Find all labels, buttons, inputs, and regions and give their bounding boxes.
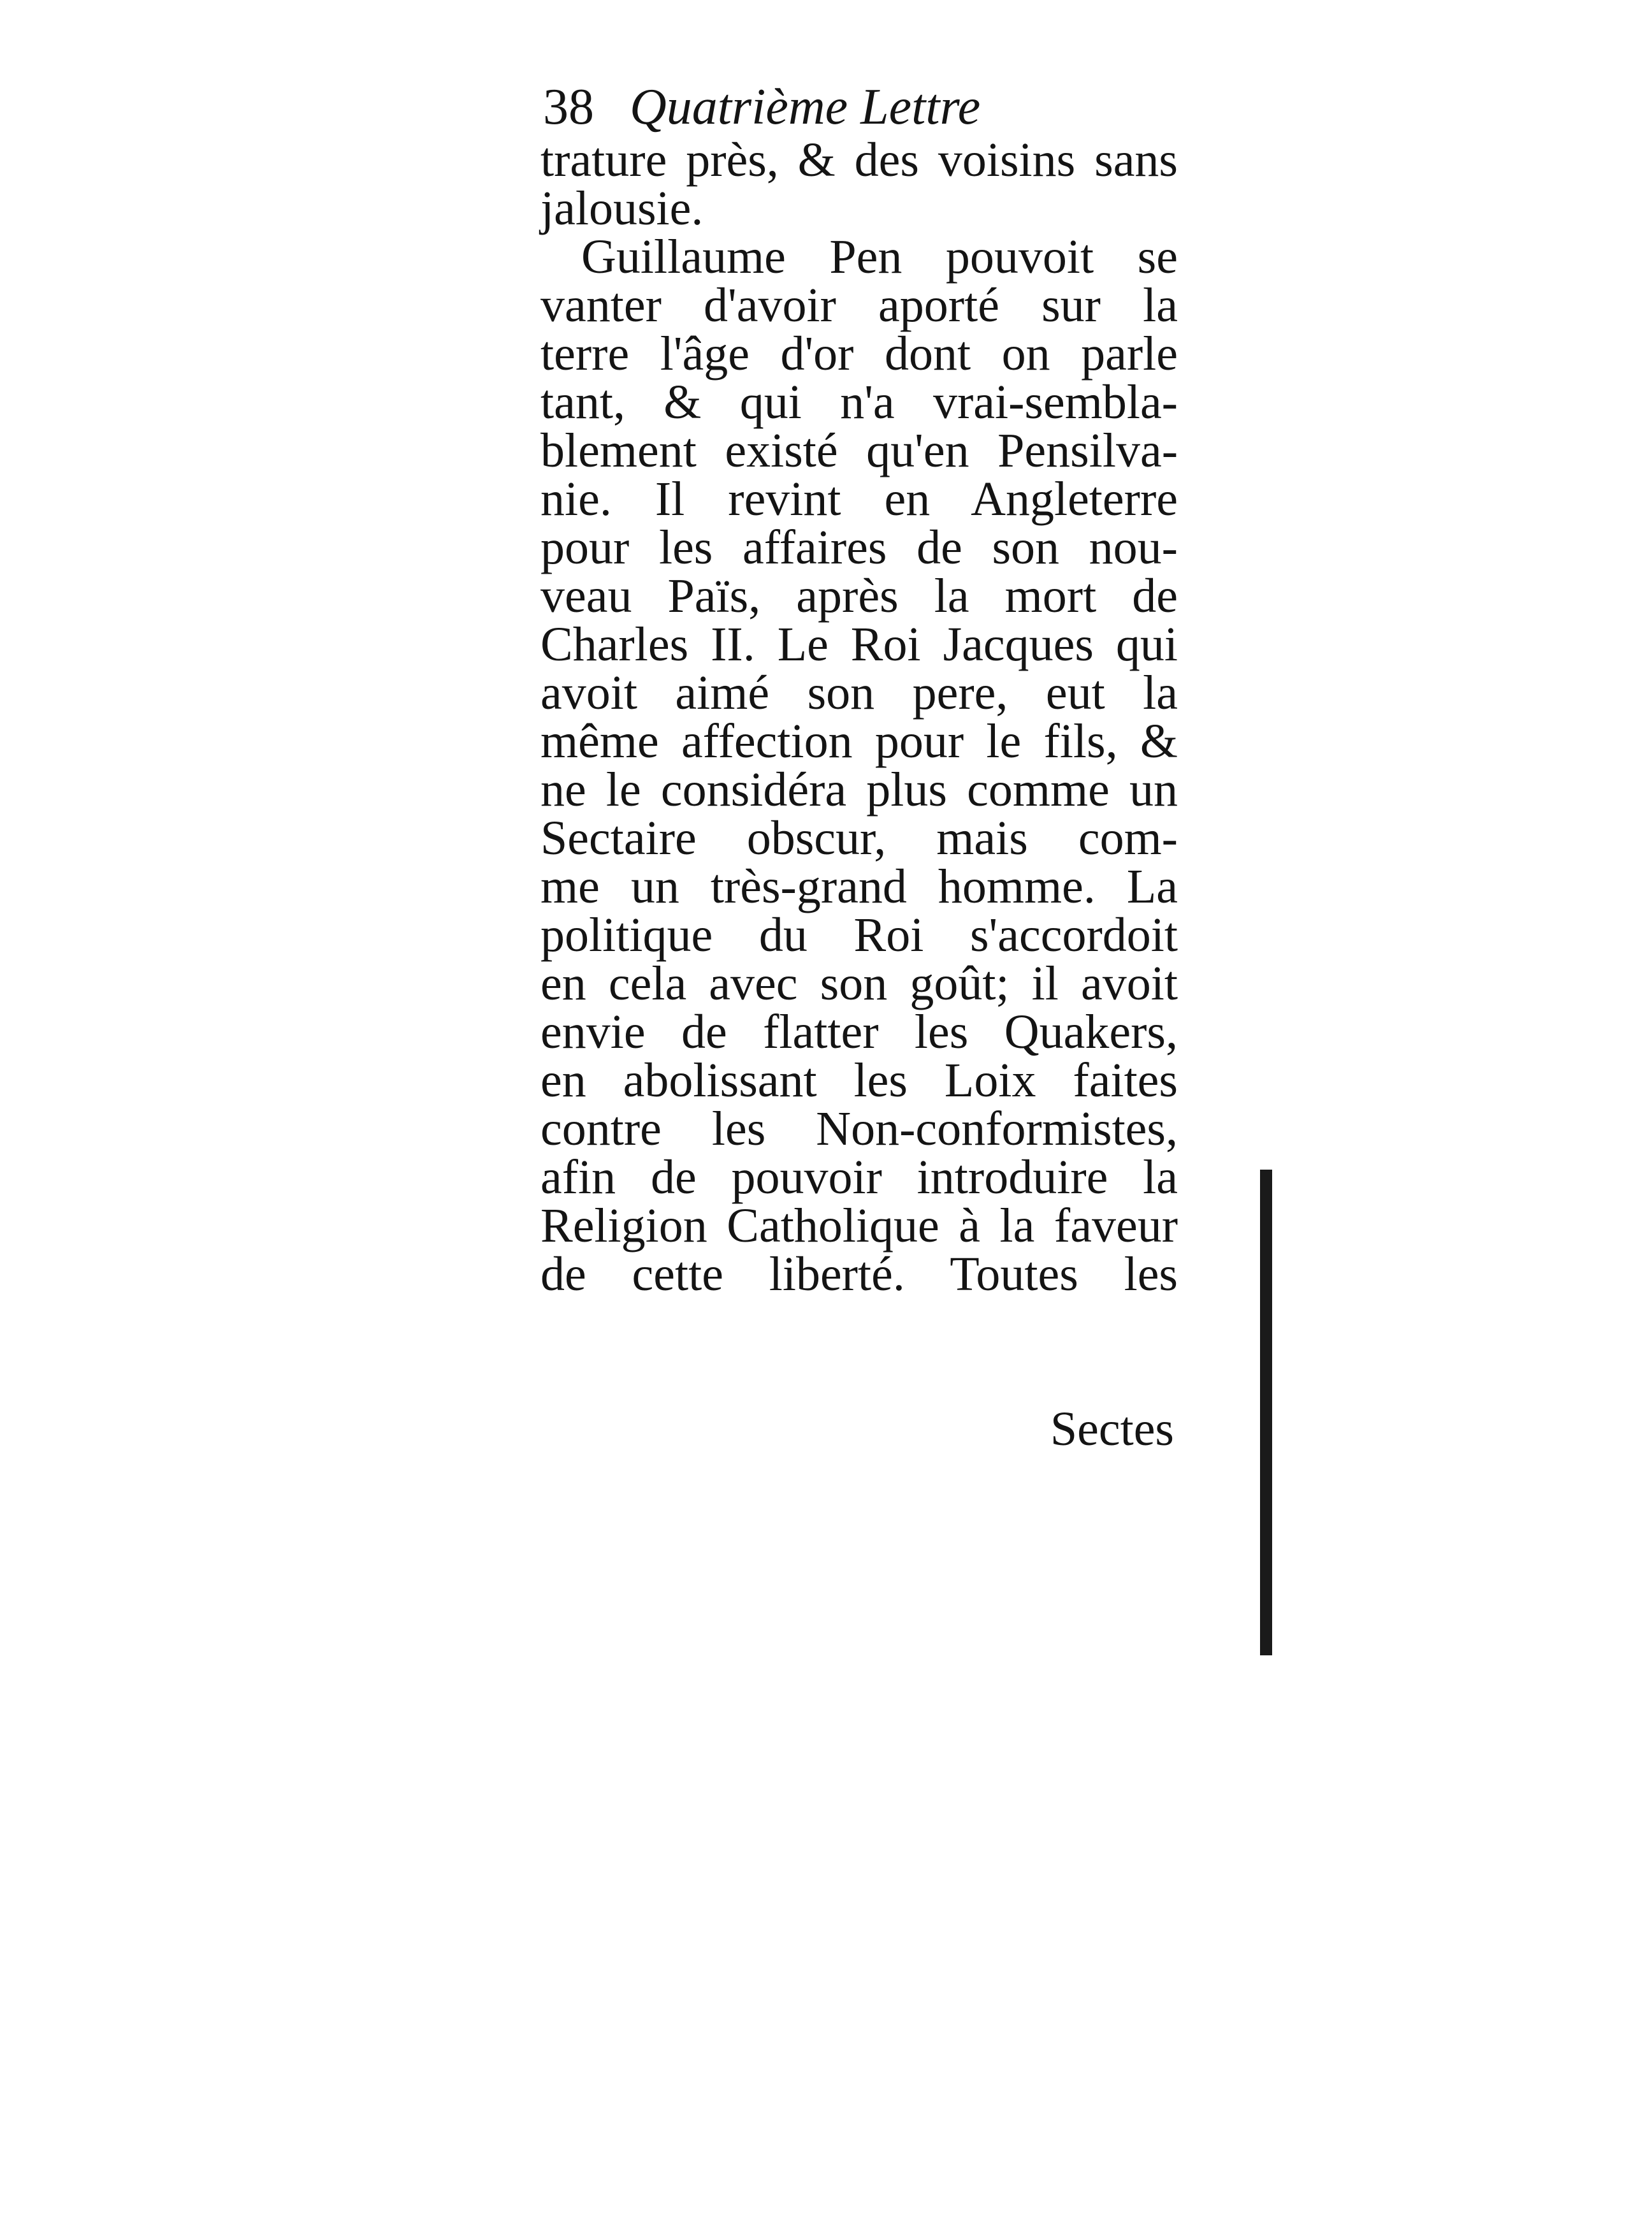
text-line: vanter d'avoir aporté sur la — [540, 279, 1178, 332]
text-line: ne le considéra plus comme un — [540, 763, 1178, 817]
text-line: tant, & qui n'a vrai-sembla- — [540, 375, 1178, 429]
text-line: nie. Il revint en Angleterre — [540, 472, 1178, 526]
text-line: contre les Non-conformistes, — [540, 1102, 1178, 1156]
text-line: pour les affaires de son nou- — [540, 521, 1178, 574]
running-title: Quatrième Lettre — [630, 79, 981, 135]
body-text — [540, 133, 1178, 1301]
text-line: afin de pouvoir introduire la — [540, 1151, 1178, 1204]
text-line: en cela avec son goût; il avoit — [540, 957, 1178, 1010]
page-header — [543, 75, 980, 139]
text-line: terre l'âge d'or dont on parle — [540, 327, 1178, 381]
text-line: politique du Roi s'accordoit — [540, 908, 1178, 962]
text-line: Charles II. Le Roi Jacques qui — [540, 618, 1178, 671]
text-line: en abolissant les Loix faites — [540, 1054, 1178, 1107]
text-line: blement existé qu'en Pensilva- — [540, 424, 1178, 477]
text-line: veau Païs, après la mort de — [540, 569, 1178, 623]
page-number: 38 — [543, 79, 594, 135]
text-line: avoit aimé son pere, eut la — [540, 666, 1178, 720]
text-line: me un très-grand homme. La — [540, 860, 1178, 913]
text-line: trature près, & des voisins sans — [540, 133, 1178, 187]
binding-shadow-rule — [1260, 1170, 1272, 1655]
catchword: Sectes — [1050, 1402, 1174, 1456]
text-line: Guillaume Pen pouvoit se — [581, 230, 1178, 284]
text-line: de cette liberté. Toutes les — [540, 1247, 1178, 1301]
text-line: même affection pour le fils, & — [540, 715, 1178, 768]
text-line: Sectaire obscur, mais com- — [540, 811, 1178, 865]
text-line: jalousie. — [540, 182, 704, 235]
text-line: Religion Catholique à la faveur — [540, 1199, 1178, 1252]
text-line: envie de flatter les Quakers, — [540, 1005, 1178, 1059]
